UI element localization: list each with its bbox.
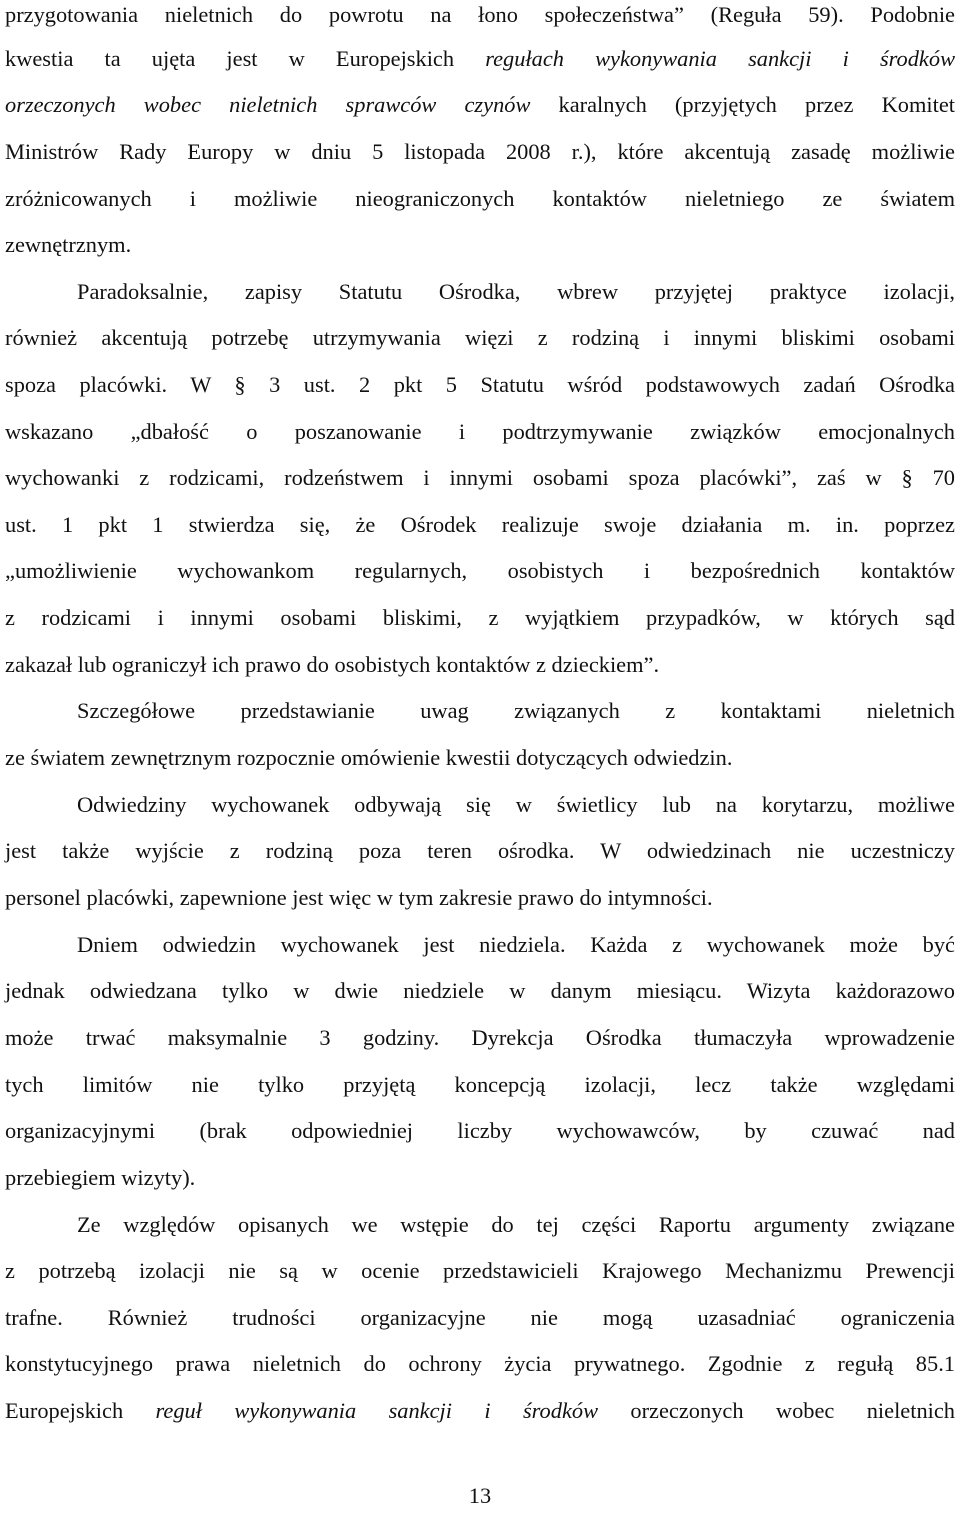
- text-line: z potrzebą izolacji nie są w ocenie przedstawicieli Krajowego Mechanizmu Prewencji: [5, 1258, 955, 1283]
- text-line: wskazano „dbałość o poszanowanie i podtrzymywanie związków emocjonalnych: [5, 419, 955, 444]
- text-segment: orzeczonych wobec nieletnich: [598, 1398, 955, 1423]
- text-line: jest także wyjście z rodziną poza teren ośrodka. W odwiedzinach nie uczestniczy: [5, 838, 955, 863]
- text-line: [5, 1393, 955, 1429]
- text-line: [5, 41, 955, 77]
- italic-text-segment: regułach wykonywania sankcji i środków: [485, 46, 955, 71]
- text-line: personel placówki, zapewnione jest więc w tym zakresie prawo do intymności.: [5, 885, 713, 910]
- text-line: [5, 87, 955, 123]
- italic-text-segment: reguł wykonywania sankcji i środków: [155, 1398, 599, 1423]
- text-line: jednak odwiedzana tylko w dwie niedziele w danym miesiącu. Wizyta każdorazowo: [5, 978, 955, 1003]
- text-line: Ministrów Rady Europy w dniu 5 listopada 2008 r.), które akcentują zasadę możliwie: [5, 139, 955, 164]
- text-line: przygotowania nieletnich do powrotu na łono społeczeństwa” (Reguła 59). Podobnie: [5, 2, 955, 27]
- text-line: ze światem zewnętrznym rozpocznie omówienie kwestii dotyczących odwiedzin.: [5, 745, 733, 770]
- text-line: konstytucyjnego prawa nieletnich do ochrony życia prywatnego. Zgodnie z regułą 85.1: [5, 1351, 955, 1376]
- text-line: organizacyjnymi (brak odpowiedniej liczby wychowawców, by czuwać nad: [5, 1118, 955, 1143]
- text-line: Ze względów opisanych we wstępie do tej części Raportu argumenty związane: [77, 1212, 955, 1237]
- text-segment: karalnych (przyjętych przez Komitet: [530, 92, 955, 117]
- text-line: zróżnicowanych i możliwie nieograniczonych kontaktów nieletniego ze światem: [5, 186, 955, 211]
- text-line: Dniem odwiedzin wychowanek jest niedziela. Każda z wychowanek może być: [77, 932, 955, 957]
- text-line: zewnętrznym.: [5, 232, 132, 257]
- text-line: zakazał lub ograniczył ich prawo do osobistych kontaktów z dzieckiem”.: [5, 652, 660, 677]
- text-line: przebiegiem wizyty).: [5, 1165, 196, 1190]
- text-line: Paradoksalnie, zapisy Statutu Ośrodka, wbrew przyjętej praktyce izolacji,: [77, 279, 955, 304]
- text-line: trafne. Również trudności organizacyjne nie mogą uzasadniać ograniczenia: [5, 1305, 955, 1330]
- text-line: wychowanki z rodzicami, rodzeństwem i innymi osobami spoza placówki”, zaś w § 70: [5, 465, 955, 490]
- text-segment: Europejskich: [5, 1398, 156, 1423]
- text-line: może trwać maksymalnie 3 godziny. Dyrekcja Ośrodka tłumaczyła wprowadzenie: [5, 1025, 955, 1050]
- text-line: tych limitów nie tylko przyjętą koncepcją izolacji, lecz także względami: [5, 1072, 955, 1097]
- text-line: Odwiedziny wychowanek odbywają się w świetlicy lub na korytarzu, możliwe: [77, 792, 955, 817]
- text-line: Szczegółowe przedstawianie uwag związanych z kontaktami nieletnich: [77, 698, 955, 723]
- text-line: z rodzicami i innymi osobami bliskimi, z wyjątkiem przypadków, w których sąd: [5, 605, 955, 630]
- text-line: ust. 1 pkt 1 stwierdza się, że Ośrodek realizuje swoje działania m. in. poprzez: [5, 512, 955, 537]
- italic-text-segment: orzeczonych wobec nieletnich sprawców czynów: [5, 92, 531, 117]
- text-line: „umożliwienie wychowankom regularnych, osobistych i bezpośrednich kontaktów: [5, 558, 955, 583]
- page-number: 13: [468, 1483, 492, 1508]
- text-segment: kwestia ta ujęta jest w Europejskich: [5, 46, 486, 71]
- text-line: spoza placówki. W § 3 ust. 2 pkt 5 Statutu wśród podstawowych zadań Ośrodka: [5, 372, 955, 397]
- text-line: również akcentują potrzebę utrzymywania więzi z rodziną i innymi bliskimi osobami: [5, 325, 955, 350]
